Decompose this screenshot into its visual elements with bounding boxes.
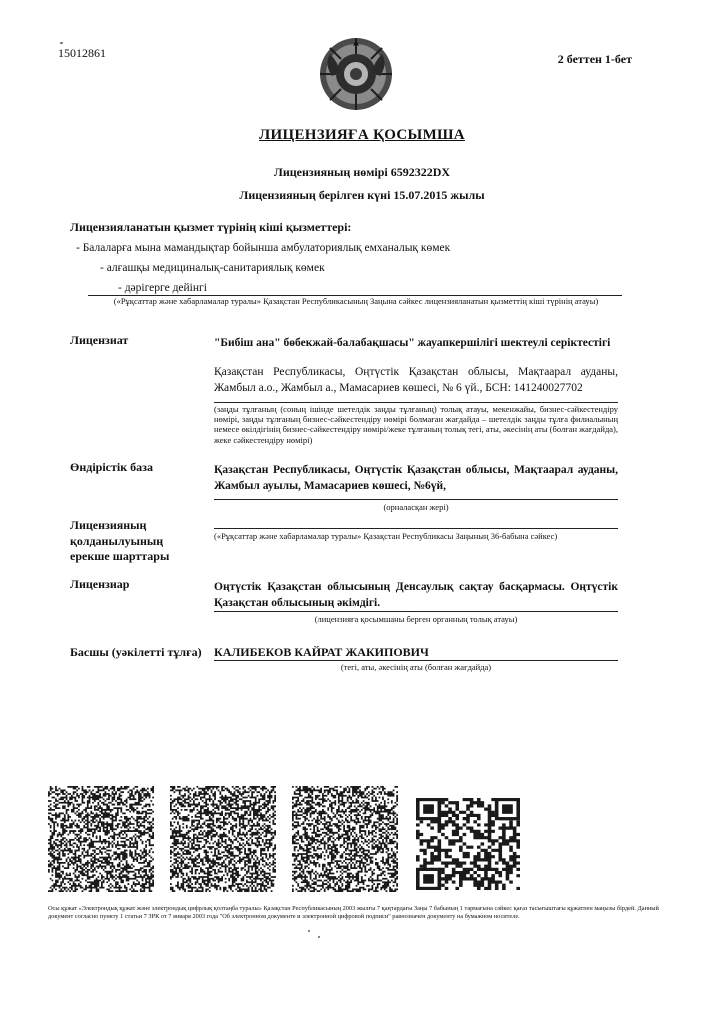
licensor-value: Оңтүстік Қазақстан облысының Денсаулық сақтау басқармасы. Оңтүстік Қазақстан облысының әкімдігі.	[214, 581, 618, 609]
license-issue-date: Лицензияның берілген күні 15.07.2015 жылы	[239, 188, 485, 202]
divider	[214, 499, 618, 500]
footer-legal-note: Осы құжат «Электрондық құжат және электрондық цифрлық қолтаңба туралы» Қазақстан Республикасының 2003 жылғы 7 қаңтардағы Заңы 7 бабының 1 тармағына сәйкес қағаз тасығыштағы құжатпен маңызы бірдей. Данный документ согласно пункту 1 статьи 7 ЗРК от 7 января 2003 года "Об электронном документе и электронной цифровой подписи" равнозначен документу на бумажном носителе.	[48, 905, 659, 921]
qr-code-icon	[416, 798, 520, 890]
head-label: Басшы (уәкілетті тұлға)	[70, 645, 202, 659]
production-base-value: Қазақстан Республикасы, Оңтүстік Қазақстан облысы, Мақтаарал ауданы, Жамбыл ауылы, Мамасариев көшесі, №6үй,	[214, 464, 618, 492]
divider	[214, 402, 618, 403]
licensor-label: Лицензиар	[70, 577, 130, 591]
production-base-label: Өндірістік база	[70, 460, 153, 474]
activity-item: - дәрігерге дейінгі	[118, 282, 207, 294]
data-matrix-icon	[48, 786, 154, 892]
document-title: ЛИЦЕНЗИЯҒА ҚОСЫМША	[259, 127, 465, 143]
activities-note: («Рұқсаттар және хабарламалар туралы» Қазақстан Республикасының Заңына сәйкес лицензияланатын қызметтің кіші түрінің атауы)	[113, 296, 599, 306]
page-count: 2 беттен 1-бет	[557, 52, 632, 66]
licensee-name: "Бибіш ана" бөбекжай-балабақшасы" жауапкершілігі шектеулі серіктестігі	[214, 337, 611, 349]
production-base-note: (орналасқан жері)	[383, 502, 449, 512]
licensee-label: Лицензиат	[70, 333, 129, 347]
data-matrix-icon	[170, 786, 276, 892]
special-conditions-label	[70, 518, 198, 565]
scan-speck	[60, 42, 63, 44]
activity-item: - Балаларға мына мамандықтар бойынша амбулаториялық емханалық көмек	[76, 242, 451, 254]
scan-speck	[318, 936, 320, 938]
activities-heading: Лицензияланатын қызмет түрінің кіші қызметтері:	[70, 220, 352, 234]
head-note: (тегі, аты, әкесінің аты (болған жағдайда)	[340, 662, 492, 672]
state-emblem-icon	[318, 36, 394, 112]
divider	[214, 528, 618, 529]
special-conditions-label-text: Лицензияның қолданылуының ерекше шарттары	[70, 518, 170, 564]
licensee-address: Қазақстан Республикасы, Оңтүстік Қазақстан облысы, Мақтаарал ауданы, Жамбыл а.о., Жамбыл а., Мамасариев көшесі, № 6 үй., БСН: 141240027702	[214, 366, 618, 394]
divider	[214, 660, 618, 661]
licensee-note: (заңды тұлғаның (соның ішінде шетелдік заңды тұлғаның) толық атауы, мекенжайы, бизнес-сәйкестендіру нөмірі, заңды тұлғаның бизнес-сәйкестендіру нөмірі болмаған жағдайда – шетелдік заңды тұлға филиалының немесе өкілдігінің бизнес-сәйкестендіру нөмірі/жеке тұлғаның толық тегі, аты, әкесінің аты (болған жағдайда), жеке сәйкестендіру нөмірі)	[214, 404, 618, 445]
divider	[214, 611, 618, 612]
activity-item: - алғашқы медициналық-санитариялық көмек	[100, 262, 325, 274]
document-number: 15012861	[58, 46, 106, 60]
head-name: КАЛИБЕКОВ КАЙРАТ ЖАКИПОВИЧ	[214, 645, 429, 659]
licensor-note: (лицензияға қосымшаны берген органның толық атауы)	[314, 614, 518, 624]
license-number: Лицензияның нөмірі 6592322DX	[273, 165, 451, 179]
data-matrix-icon	[292, 786, 398, 892]
scan-speck	[308, 930, 310, 932]
special-conditions-note: («Рұқсаттар және хабарламалар туралы» Қазақстан Республикасы Заңының 36-бабына сәйкес)	[214, 531, 558, 541]
